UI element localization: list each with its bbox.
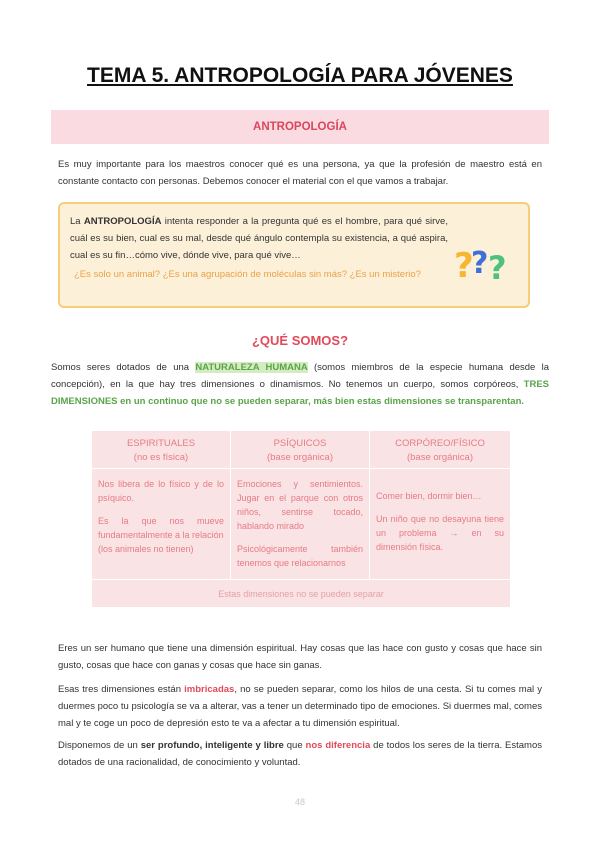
tres-dimensiones-highlight: TRES DIMENSIONES en un continuo que no se pueden separar, más bien estas dimensiones se transparentan. [51, 379, 549, 407]
naturaleza-humana-highlight: NATURALEZA HUMANA [195, 362, 308, 373]
que-somos-paragraph: Somos seres dotados de una NATURALEZA HUMANA (somos miembros de la especie humana desde la concepción), en la que hay tres dimensiones o dinamismos. No tenemos un cuerpo, somos corpóreos, TRES DIMENSIONES en un continuo que no se pueden separar, más bien estas dimensiones se transparentan. [51, 362, 549, 407]
paragraph-ser-profundo: Disponemos de un ser profundo, inteligente y libre que nos diferencia de todos los seres de la tierra. Estamos dotados de una racionalidad, de conocimiento y voluntad. [58, 740, 542, 768]
svg-text:?: ? [471, 246, 489, 281]
column-header: PSÍQUICOS (base orgánica) [231, 431, 369, 469]
paragraph-imbricadas: Esas tres dimensiones están imbricadas, no se pueden separar, como los hilos de una cesta. Si tu comes mal y duermes poco tu psicología se va a alterar, vas a tener un determinado tipo de emociones. Si duermes mal, comes mal y te coge un poco de depresión esto te va a afectar a tu dimensión espiritual. [58, 684, 542, 729]
column-body: Comer bien, dormir bien… Un niño que no desayuna tiene un problema → en su dimensión física. [376, 491, 504, 552]
column-psiquicos [231, 431, 369, 587]
column-corporeo [370, 431, 510, 571]
page-number: 48 [294, 797, 305, 807]
svg-text:?: ? [488, 249, 507, 285]
column-header: CORPÓREO/FÍSICO (base orgánica) [370, 431, 510, 469]
column-body: Nos libera de lo físico y de lo psíquico. Es la que nos mueve fundamentalmente a la relación (los animales no tienen) [98, 479, 224, 554]
paragraph-dimension-espiritual: Eres un ser humano que tiene una dimensión espiritual. Hay cosas que las hace con gusto y cosas que hace sin gusto, cosas que hace con ganas y cosas que hace sin ganas. [58, 643, 542, 671]
definition-text: La ANTROPOLOGÍA intenta responder a la pregunta qué es el hombre, para qué sirve, cuál es su bien, cual es su mal, desde qué ángulo contempla su existencia, a qué aspira, cual es su fin…cómo vive, dónde vive, para qué vive… [70, 216, 448, 261]
ser-profundo-bold: ser profundo, inteligente y libre [140, 740, 284, 751]
intro-paragraph: Es muy importante para los maestros conocer qué es una persona, ya que la profesión de maestro está en constante contacto con personas. Debemos conocer el material con el que vamos a trabajar. [58, 159, 542, 187]
imbricadas-highlight: imbricadas [184, 684, 235, 695]
column-header: ESPIRITUALES (no es física) [92, 431, 230, 469]
dimensions-table [92, 431, 510, 607]
question-marks-icon [454, 237, 514, 285]
page-title: TEMA 5. ANTROPOLOGÍA PARA JÓVENES [87, 64, 513, 87]
nos-diferencia-highlight: nos diferencia [305, 740, 371, 751]
definition-term: ANTROPOLOGÍA [83, 216, 162, 227]
section-heading-antropologia: ANTROPOLOGÍA [51, 110, 549, 144]
column-espirituales [92, 431, 230, 573]
svg-text:?: ? [454, 246, 474, 285]
table-footer: Estas dimensiones no se pueden separar [92, 579, 510, 608]
definition-questions: ¿Es solo un animal? ¿Es una agrupación de moléculas sin más? ¿Es un misterio? [74, 269, 421, 280]
heading-que-somos: ¿QUÉ SOMOS? [251, 333, 349, 348]
column-body: Emociones y sentimientos. Jugar en el parque con otros niños, sentirse tocado, hablando mirado Psicológicamente también tenemos que relacionarnos [237, 479, 363, 568]
definition-box [58, 202, 530, 308]
